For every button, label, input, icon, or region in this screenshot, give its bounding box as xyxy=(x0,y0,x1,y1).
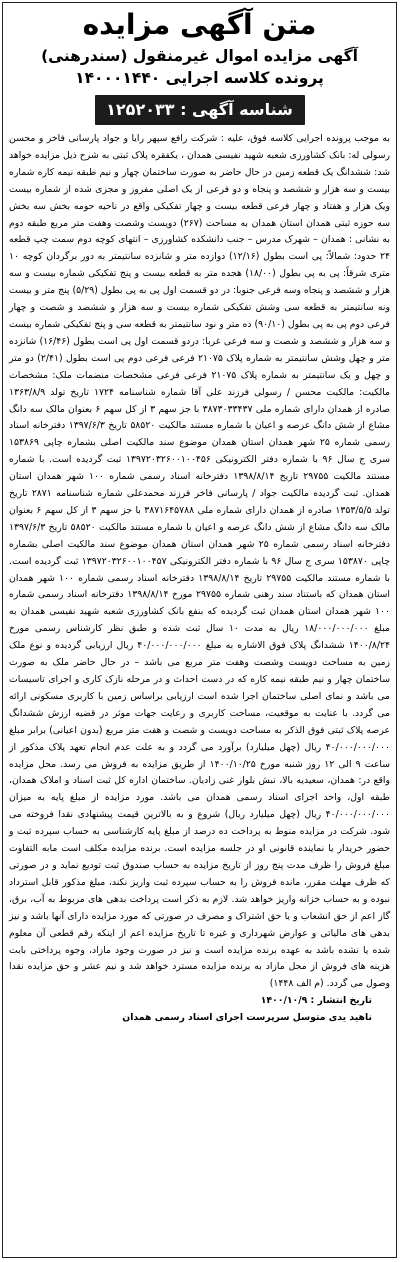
notice-frame xyxy=(2,2,397,1258)
signature: ناهید یدی متوسل سرپرست اجرای اسناد رسمی همدان xyxy=(122,1012,372,1024)
notice-subtitle: آگهی مزایده اموال غیرمنقول (سندرهنی) xyxy=(41,47,358,65)
notice-header xyxy=(3,3,396,89)
case-number-line: پرونده کلاسه اجرایی ۱۴۰۰۰۱۴۴۰ xyxy=(75,69,324,87)
notice-id-banner: شناسه آگهی : ۱۲۵۲۰۳۳ xyxy=(95,95,305,125)
notice-title: متن آگهی مزایده xyxy=(82,8,317,41)
publish-date: تاریخ انتشار : ۱۴۰۰/۱۰/۹ xyxy=(260,995,372,1007)
notice-body: به موجب پرونده اجرایی کلاسه فوق، علیه : شرکت رافع سپهر رایا و جواد پارسانی فاخر و محسن رسولی له: بانک کشاورزی شعبه شهید نفیسی همدان ، یکفقره پلاک ثبتی به شرح ذیل مزایده خواهد شد: ششدانگ یک قطعه زمین در حال حاضر به صورت ساختمان چهار و نیم طبقه نیمه کاره شماره بیست و سه هزار و ششصد و پنجاه و دو فرعی از یک اصلی مفروز و مجزی شده از شماره بیست ویک هزار و هفتاد و چهار فرعی قطعه بیست و چهار تفکیکی واقع در ناحیه حومه بخش سه بخش سه حوزه ثبتی همدان استان همدان به مساحت (۲۶۷) دویست وشصت وهفت متر مربع طبقه دوم به نشانی : همدان – شهرک مدرس – جنب دانشکده کشاورزی – انتهای کوچه دوم سمت چپ قطعه ۲۴ حدود: شمالاً: پی است بطول (۱۲/۱۶) دوازده متر و شانزده سانتیمتر به دور برگردان کوچه ۱۰ متری شرقاً: پی به پی بطول (۱۸/۰۰) هجده متر به قطعه بیست و پنج تفکیکی شماره بیست و سه هزار و ششصد و پنجاه وسه فرعی جنوبا: در دو قسمت اول پی به پی بطول (۵/۲۹) پنج متر و بیست ونه سانتیمتر به قطعه سی وشش تفکیکی شماره بیست و سه هزار و ششصد و شصت و چهار فرعی دوم پی به پی بطول (۹۰/۱۰) ده متر و نود سانتیمتر به قطعه سی و پنج تفکیکی شماره بیست و سه هزار و ششصد و شصت و سه فرعی غربا: دردو قسمت اول پی است بطول (۱۶/۴۶) شانزده متر و چهل وشش سانتیمتر به شماره پلاک ۲۱۰۷۵ فرعی فرعی دوم پی است بطول (۲/۴۱) دو متر و چهل و یک سانتیمتر به شماره پلاک ۲۱۰۷۵ فرعی فرعی مشخصات منضمات ملک: مشخصات مالکیت: مالکیت محسن / رسولی فرزند علی آقا شماره شناسنامه ۱۷۲۴ تاریخ تولد ۱۳۶۳/۸/۹ صادره از همدان دارای شماره ملی ۳۸۷۳۰۳۳۴۳۷ با جز سهم ۳ از کل سهم ۶ بعنوان مالک سه دانگ مشاع از شش دانگ عرصه و اعیان با شماره مستند مالکیت ۵۸۵۲۰ تاریخ ۱۳۹۷/۶/۳ دفترخانه اسناد رسمی شماره ۲۵ شهر همدان استان همدان موضوع سند مالکیت اصلی بشماره چاپی ۱۵۳۸۶۹ سری ج سال ۹۶ با شماره دفتر الکترونیکی ۱۳۹۷۲۰۳۲۶۰۰۱۰۰۴۵۶ ثبت گردیده است. با شماره مستند مالکیت ۲۹۷۵۵ تاریخ ۱۳۹۸/۸/۱۴ دفترخانه اسناد رسمی شماره ۱۰۰ شهر همدان استان همدان. ثبت گردیده مالکیت جواد / پارسانی فاخر فرزند محمدعلی شماره شناسنامه ۲۸۷۱ تاریخ تولد ۱۳۵۳/۵/۵ صادره از همدان دارای شماره ملی ۳۸۷۱۶۴۵۷۸۸ با جز سهم ۳ از کل سهم ۶ بعنوان مالک سه دانگ مشاع از شش دانگ عرصه و اعیان با شماره مستند مالکیت ۵۸۵۲۰ تاریخ ۱۳۹۷/۶/۳ دفترخانه اسناد رسمی شماره ۲۵ شهر همدان استان همدان موضوع سند مالکیت اصلی بشماره چاپی ۱۵۳۸۷۰ سری ج سال ۹۶ با شماره دفتر الکترونیکی ۱۳۹۷۲۰۳۲۶۰۰۱۰۰۴۵۷ ثبت گردیده است. با شماره مستند مالکیت ۲۹۷۵۵ تاریخ ۱۳۹۸/۸/۱۴ دفترخانه اسناد رسمی شماره ۱۰۰ شهر همدان استان همدان که باستناد سند رهنی شماره ۲۹۷۵۵ مورخ ۱۳۹۸/۸/۱۴ دفترخانه اسناد رسمی شماره ۱۰۰ شهر همدان استان همدان ثبت گردیده که بنفع بانک کشاورزی شعبه شهید نفیسی همدان به مبلغ ۱۸/۰۰۰/۰۰۰/۰۰۰ ریال به مدت ۱۰ سال ثبت شده و طبق نظر کارشناس رسمی مورخ ۱۴۰۰/۸/۲۴ ششدانگ پلاک فوق الاشاره به مبلغ ۴۰/۰۰۰/۰۰۰/۰۰۰ ریال ارزیابی گردیده و نوع ملک زمین به مساحت دویست وشصت وهفت متر مربع می باشد – در حال حاضر ملک به صورت ساختمان چهار و نیم طبقه نیمه کاره که در دست احداث و در مرحله نازک کاری و اجرای تاسیسات می باشد و نمای اصلی ساختمان اجرا شده است ارزیابی براساس زمین با کاربری مسکونی ارائه می گردد. با عنایت به موقعیت، مساحت کاربری و رعایت جهات موثر در قضیه ارزش ششدانگ عرصه پلاک ثبتی فوق الذکر به مساحت دویست و شصت و هفت متر مربع (بدون اعیانی) برابر مبلغ ۴۰/۰۰۰/۰۰۰/۰۰۰ ریال (چهل میلیارد) برآورد می گردد و به علت عدم انجام تعهد پلاک مذکور از ساعت ۹ الی ۱۲ روز شنبه مورخ ۱۴۰۰/۱۰/۲۵ از طریق مزایده به فروش می رسد. محل مزایده واقع در: همدان، سعیدیه بالا، نبش بلوار غنی زادیان. ساختمان اداره کل ثبت اسناد و املاک همدان، طبقه اول، واحد اجرای اسناد رسمی همدان می باشد. مورد مزایده از مبلغ پایه به میزان ۴۰/۰۰۰/۰۰۰/۰۰۰ ریال (چهل میلیارد ریال) شروع و به بالاترین قیمت پیشنهادی نقدا فروخته می شود. شرکت در مزایده منوط به پرداخت ده درصد از مبلغ پایه کارشناسی به حساب سپرده ثبت و حضور خریدار یا نماینده قانونی او در جلسه مزایده است. برنده مزایده مکلف است مابه التفاوت مبلغ فروش را ظرف مدت پنج روز از تاریخ مزایده به حساب صندوق ثبت تودیع نماید و در صورتی که ظرف مهلت مقرر، مانده فروش را به حساب سپرده ثبت واریز نکند، مبلغ مذکور قابل استرداد نبوده و به حساب خزانه واریز خواهد شد. لازم به ذکر است پرداخت بدهی های مربوط به آب، برق، گاز اعم از حق انشعاب و یا حق اشتراک و مصرف در صورتی که مورد مزایده دارای آنها باشد و نیز بدهی های مالیاتی و عوارض شهرداری و غیره تا تاریخ مزایده اعم از اینکه رقم قطعی آن معلوم شده یا نشده باشد به عهده برنده مزایده است و نیز در صورت وجود مازاد، وجوه پرداختی بابت هزینه های فروش از محل مازاد به برنده مزایده مسترد خواهد شد و نیم عشر و حق مزایده نقدا وصول می گردد. (م الف ۱۴۴۸) xyxy=(9,133,391,990)
